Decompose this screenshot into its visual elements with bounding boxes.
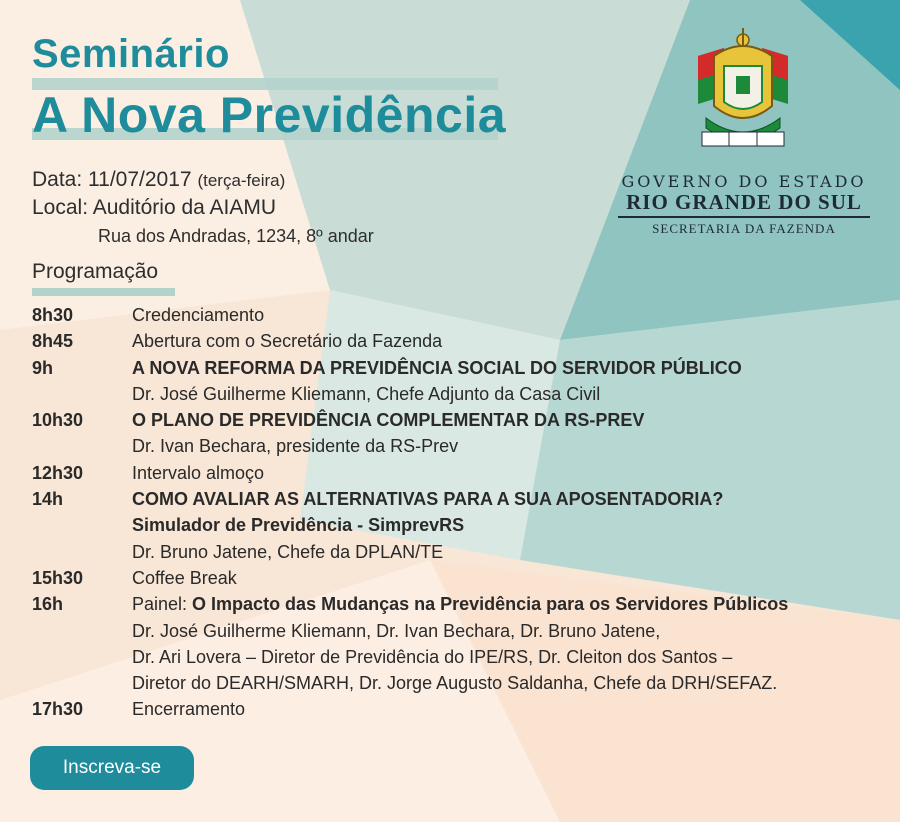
schedule-text bbox=[132, 670, 777, 696]
schedule-description: Abertura com o Secretário da Fazenda bbox=[132, 331, 443, 352]
schedule-row bbox=[32, 591, 892, 617]
schedule-text bbox=[132, 355, 742, 381]
schedule-text bbox=[132, 433, 458, 459]
schedule-text bbox=[132, 644, 732, 670]
schedule-text bbox=[132, 460, 264, 486]
date-line bbox=[32, 168, 285, 192]
schedule-description: A NOVA REFORMA DA PREVIDÊNCIA SOCIAL DO SERVIDOR PÚBLICO bbox=[132, 357, 742, 378]
schedule-description: Encerramento bbox=[132, 699, 246, 720]
schedule-time: 17h30 bbox=[32, 699, 84, 720]
schedule-text bbox=[132, 591, 788, 617]
schedule-row bbox=[32, 670, 892, 696]
schedule-text bbox=[132, 539, 443, 565]
schedule-text bbox=[132, 381, 600, 407]
schedule-text bbox=[132, 486, 723, 512]
schedule-text bbox=[132, 618, 660, 644]
schedule-time: 8h30 bbox=[32, 305, 74, 325]
address: Rua dos Andradas, 1234, 8º andar bbox=[98, 226, 374, 246]
schedule-description: Coffee Break bbox=[132, 567, 237, 588]
register-button[interactable]: Inscreva-se bbox=[30, 746, 194, 790]
schedule-description: Dr. Ari Lovera – Diretor de Previdência do IPE/RS, Dr. Cleiton dos Santos – bbox=[132, 646, 733, 667]
government-line1: GOVERNO DO ESTADO bbox=[621, 172, 867, 191]
schedule-row bbox=[32, 302, 892, 328]
schedule-text bbox=[132, 302, 264, 328]
schedule-text bbox=[132, 565, 237, 591]
date-weekday: (terça-feira) bbox=[197, 171, 286, 190]
schedule-row bbox=[32, 460, 892, 486]
program-heading-underline bbox=[32, 288, 175, 296]
schedule-time: 15h30 bbox=[32, 567, 84, 588]
schedule-row bbox=[32, 696, 892, 722]
coat-of-arms-icon bbox=[684, 26, 802, 158]
location-label: Local: bbox=[32, 196, 89, 219]
schedule-description: Diretor do DEARH/SMARH, Dr. Jorge Augusto Saldanha, Chefe da DRH/SEFAZ. bbox=[132, 673, 778, 694]
schedule-time: 14h bbox=[32, 489, 64, 510]
schedule-time: 16h bbox=[32, 594, 64, 615]
schedule-prefix: Painel: bbox=[132, 594, 193, 615]
schedule-row bbox=[32, 381, 892, 407]
schedule-description: O PLANO DE PREVIDÊNCIA COMPLEMENTAR DA RS-PREV bbox=[132, 410, 645, 431]
government-divider bbox=[618, 216, 870, 218]
schedule-description: Dr. José Guilherme Kliemann, Chefe Adjunto da Casa Civil bbox=[132, 383, 601, 404]
schedule-row bbox=[32, 539, 892, 565]
schedule-description: Intervalo almoço bbox=[132, 462, 265, 483]
schedule-text bbox=[132, 328, 442, 354]
schedule-description: Dr. Ivan Bechara, presidente da RS-Prev bbox=[132, 436, 459, 457]
government-line3: SECRETARIA DA FAZENDA bbox=[652, 221, 836, 236]
schedule-text bbox=[132, 696, 245, 722]
event-title-line1: Seminário bbox=[32, 32, 230, 76]
program-heading: Programação bbox=[32, 260, 159, 283]
location-value: Auditório da AIAMU bbox=[92, 196, 276, 219]
government-line2: RIO GRANDE DO SUL bbox=[626, 190, 862, 214]
schedule-text bbox=[132, 512, 464, 538]
schedule-time: 12h30 bbox=[32, 462, 84, 483]
schedule-description: Dr. Bruno Jatene, Chefe da DPLAN/TE bbox=[132, 541, 444, 562]
schedule-time: 10h30 bbox=[32, 410, 84, 431]
schedule-row bbox=[32, 407, 892, 433]
schedule-row bbox=[32, 328, 892, 354]
event-title-line2: A Nova Previdência bbox=[32, 87, 507, 143]
schedule bbox=[32, 302, 892, 723]
date-label: Data: bbox=[32, 168, 83, 191]
schedule-row bbox=[32, 512, 892, 538]
schedule-row bbox=[32, 618, 892, 644]
schedule-row bbox=[32, 433, 892, 459]
schedule-row bbox=[32, 355, 892, 381]
schedule-text bbox=[132, 407, 644, 433]
schedule-description: O Impacto das Mudanças na Previdência para os Servidores Públicos bbox=[192, 594, 789, 615]
date-value: 11/07/2017 bbox=[88, 168, 192, 191]
schedule-time: 8h45 bbox=[32, 331, 74, 352]
schedule-description: Credenciamento bbox=[132, 305, 265, 325]
schedule-time: 9h bbox=[32, 357, 54, 378]
location-line bbox=[32, 196, 276, 220]
schedule-description: Dr. José Guilherme Kliemann, Dr. Ivan Bechara, Dr. Bruno Jatene, bbox=[132, 620, 661, 641]
schedule-description: Simulador de Previdência - SimprevRS bbox=[132, 515, 465, 536]
schedule-description: COMO AVALIAR AS ALTERNATIVAS PARA A SUA APOSENTADORIA? bbox=[132, 489, 724, 510]
schedule-row bbox=[32, 486, 892, 512]
schedule-row bbox=[32, 644, 892, 670]
schedule-row bbox=[32, 565, 892, 591]
